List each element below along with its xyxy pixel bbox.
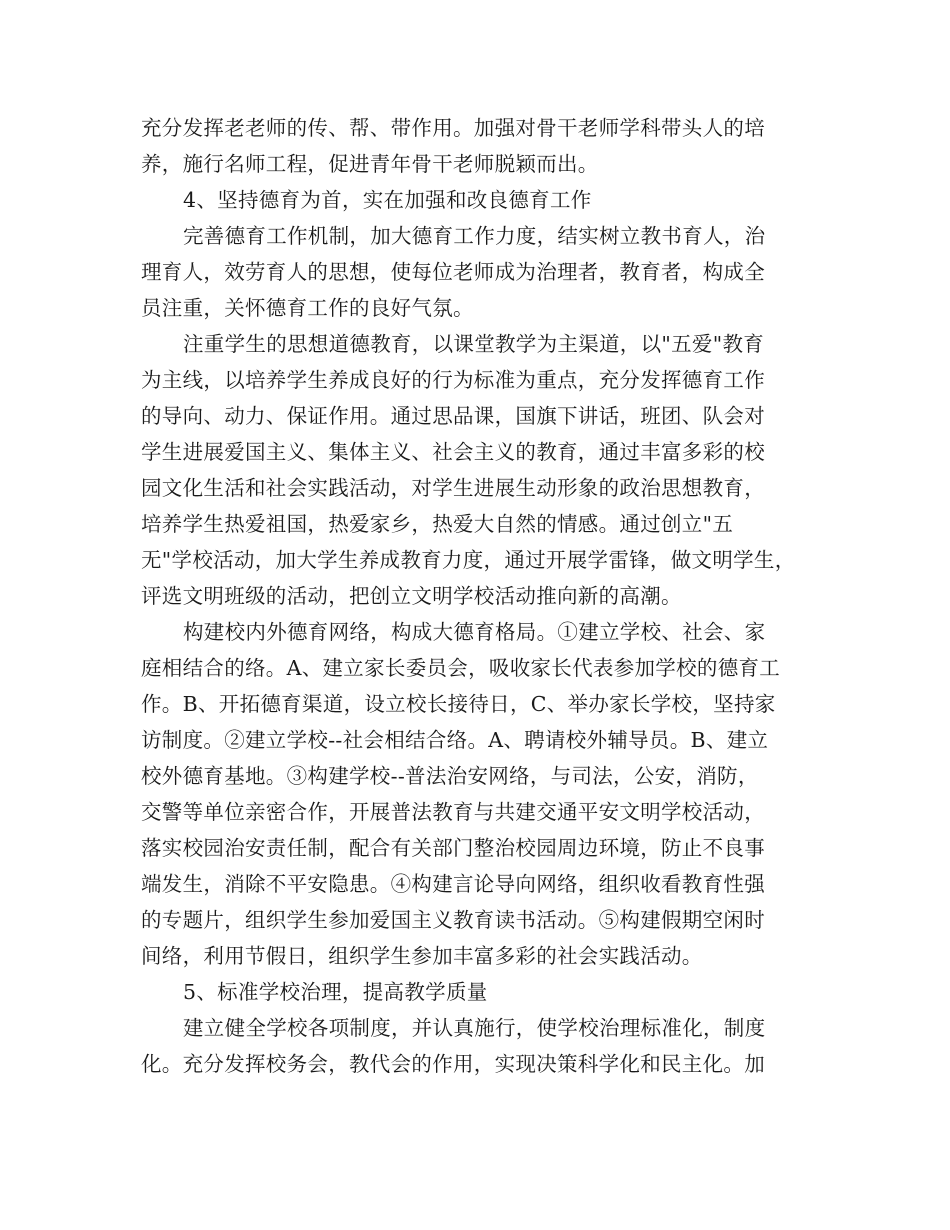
text-line-4: 完善德育工作机制，加大德育工作力度，结实树立教书育人，治 [183,224,766,248]
text-line-14: 评选文明班级的活动，把创立文明学校活动推向新的高潮。 [141,584,682,608]
text-line-16: 庭相结合的络。A、建立家长委员会，吸收家长代表参加学校的德育工 [141,656,781,680]
text-line-9: 的导向、动力、保证作用。通过思品课，国旗下讲话，班团、队会对 [141,404,765,428]
document-body [141,110,821,1082]
text-line-17: 作。B、开拓德育渠道，设立校长接待日，C、举办家长学校，坚持家 [141,692,776,716]
text-line-13: 无"学校活动，加大学生养成教育力度，通过开展学雷锋，做文明学生， [141,548,796,572]
text-line-24: 间络，利用节假日，组织学生参加丰富多彩的社会实践活动。 [141,944,703,968]
text-line-12: 培养学生热爱祖国，热爱家乡，热爱大自然的情感。通过创立"五 [141,512,734,536]
text-line-6: 员注重，关怀德育工作的良好气氛。 [141,296,474,320]
text-line-20: 交警等单位亲密合作，开展普法教育与共建交通平安文明学校活动， [141,800,765,824]
text-line-21: 落实校园治安责任制，配合有关部门整治校园周边环境，防止不良事 [141,836,765,860]
section-heading-5: 5、标准学校治理，提高教学质量 [183,980,488,1004]
text-line-11: 园文化生活和社会实践活动，对学生进展生动形象的政治思想教育， [141,476,765,500]
text-line-10: 学生进展爱国主义、集体主义、社会主义的教育，通过丰富多彩的校 [141,440,765,464]
text-line-23: 的专题片，组织学生参加爱国主义教育读书活动。⑤构建假期空闲时 [141,908,765,932]
text-line-15: 构建校内外德育网络，构成大德育格局。①建立学校、社会、家 [183,620,766,644]
text-line-5: 理育人，效劳育人的思想，使每位老师成为治理者，教育者，构成全 [141,260,765,284]
text-line-2: 养，施行名师工程，促进青年骨干老师脱颖而出。 [141,152,599,176]
text-line-26: 建立健全学校各项制度，并认真施行，使学校治理标准化，制度 [183,1016,766,1040]
section-heading-4: 4、坚持德育为首，实在加强和改良德育工作 [183,188,592,212]
text-line-1: 充分发挥老老师的传、帮、带作用。加强对骨干老师学科带头人的培 [141,116,765,140]
text-line-18: 访制度。②建立学校--社会相结合络。A、聘请校外辅导员。B、建立 [141,728,769,752]
text-line-22: 端发生，消除不平安隐患。④构建言论导向网络，组织收看教育性强 [141,872,765,896]
text-line-7: 注重学生的思想道德教育，以课堂教学为主渠道，以"五爱"教育 [183,332,765,356]
text-line-19: 校外德育基地。③构建学校--普法治安网络，与司法，公安，消防， [141,764,759,788]
text-line-8: 为主线，以培养学生养成良好的行为标准为重点，充分发挥德育工作 [141,368,765,392]
text-line-27: 化。充分发挥校务会，教代会的作用，实现决策科学化和民主化。加 [141,1052,765,1076]
